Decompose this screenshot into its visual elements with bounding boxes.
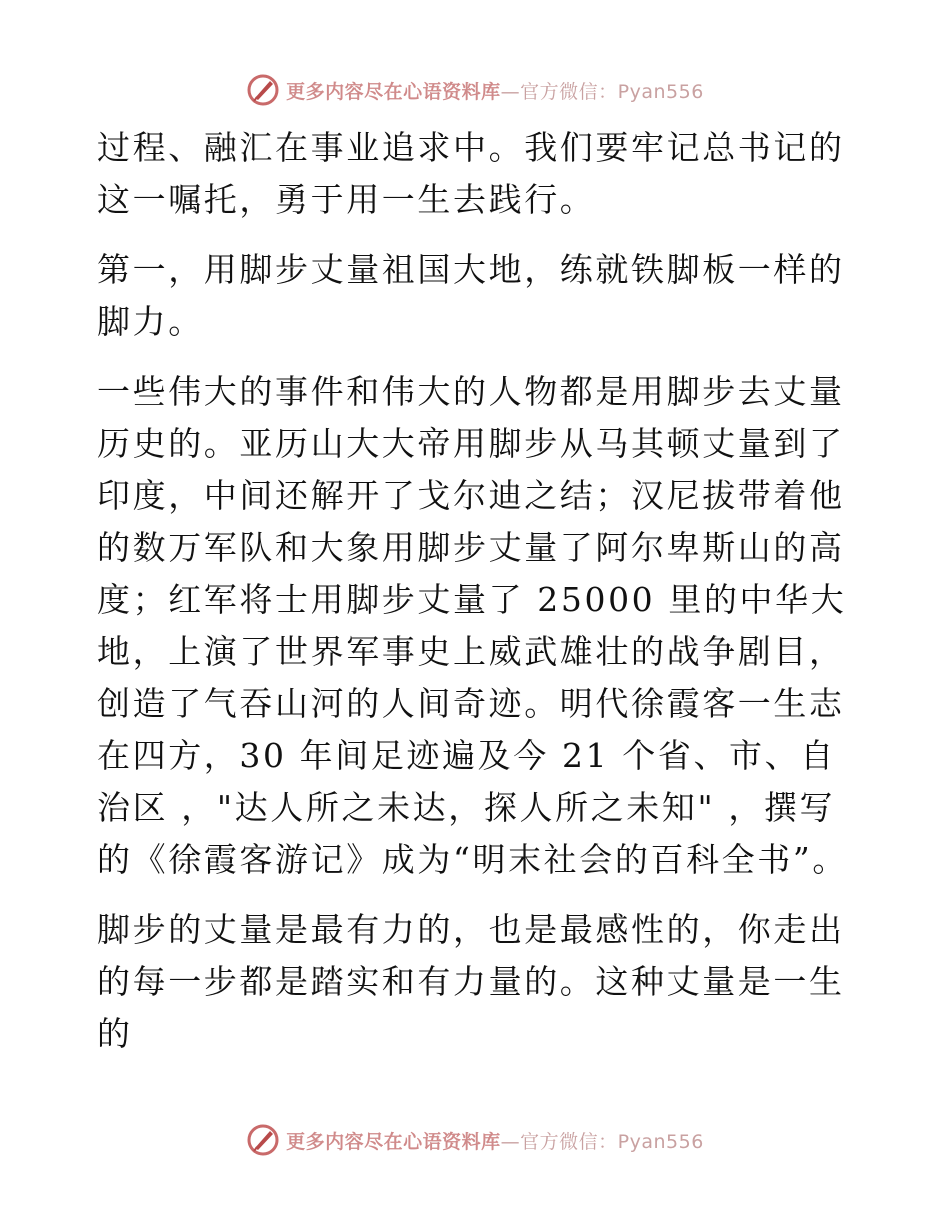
- header-watermark: [0, 70, 950, 110]
- header-watermark-text: [286, 77, 704, 104]
- document-body: [97, 122, 857, 1078]
- footer-watermark-text: [286, 1127, 704, 1154]
- quill-logo-icon: [246, 73, 280, 107]
- header-wechat: 官方微信：Pyan556: [520, 80, 704, 103]
- footer-brand: 更多内容尽在心语资料库: [286, 1130, 501, 1153]
- paragraph-2: 第一，用脚步丈量祖国大地，练就铁脚板一样的脚力。: [97, 250, 845, 341]
- paragraph-3: 一些伟大的事件和伟大的人物都是用脚步去丈量历史的。亚历山大大帝用脚步从马其顿丈量到了印度，中间还解开了戈尔迪之结；汉尼拔带着他的数万军队和大象用脚步丈量了阿尔卑斯山的高度；红军将士用脚步丈量了 25000 里的中华大地，上演了世界军事史上威武雄壮的战争剧目，创造了气吞山河的人间奇迹。明代徐霞客一生志在四方，30 年间足迹遍及今 21 个省、市、自治区 ，"达人所之未达，探人所之未知" ，撰写的《徐霞客游记》成为“明末社会的百科全书”。: [97, 372, 848, 879]
- footer-watermark: [0, 1120, 950, 1160]
- quill-logo-icon: [246, 1123, 280, 1157]
- footer-wechat: 官方微信：Pyan556: [520, 1130, 704, 1153]
- header-sep: —: [500, 80, 521, 103]
- header-brand: 更多内容尽在心语资料库: [286, 80, 501, 103]
- footer-sep: —: [500, 1130, 521, 1153]
- paragraph-4: 脚步的丈量是最有力的，也是最感性的，你走出的每一步都是踏实和有力量的。这种丈量是一生的: [97, 910, 845, 1053]
- paragraph-1: 过程、融汇在事业追求中。我们要牢记总书记的这一嘱托，勇于用一生去践行。: [97, 128, 845, 219]
